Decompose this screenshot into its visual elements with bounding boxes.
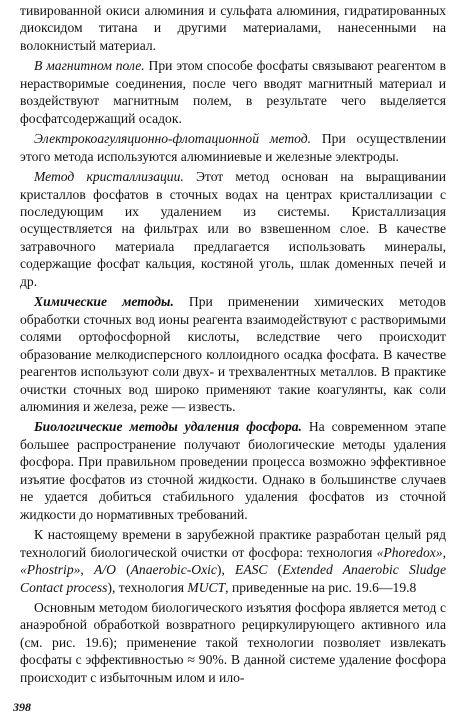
section-heading: Электрокоагуляционно-флотационной метод.: [34, 131, 312, 147]
paragraph-main-method: [20, 599, 446, 686]
paragraph-magnetic-field: [20, 57, 446, 127]
paragraph-text: (: [267, 562, 283, 578]
paragraph-text: , приведенные на рис. 19.6—19.8: [225, 579, 417, 595]
paragraph-electrocoagulation: [20, 130, 446, 165]
paragraph-technologies: [20, 526, 446, 596]
paragraph-text: Этот метод основан на выращивании кристаллов фосфатов в сточных водах на центрах кристаллизации с последующим их удалением из системы. Кристаллизация осуществляется на фильтрах или во взвешенном слое. В качестве затравочного материала предлагается использовать минералы, содержащие фосфат кальция, костяной уголь, шлак доменных печей и др.: [20, 169, 446, 289]
paragraph-text: тивированной окиси алюминия и сульфата алюминия, гидратированных диоксидом титана и другими материалами, нанесенными на волокнистый материал.: [20, 3, 446, 53]
paragraph-crystallization: [20, 168, 446, 290]
technology-name: EASC: [235, 562, 268, 578]
paragraph-text: На современном этапе большее распространение получают биологические методы удаления фосфора. При правильном проведении процесса возможно эффективное изъятие фосфатов из сточной жидкости. Однако в большинстве случаев не удается добиться стабильного удаления фосфатов из сточной жидкости до нормативных требований.: [20, 419, 446, 522]
paragraph-text: К настоящему времени в зарубежной практике разработан целый ряд технологий биологической очистки от фосфора: технология: [20, 527, 446, 560]
technology-name: «Phostrip»: [20, 562, 81, 578]
paragraph-chemical-methods: [20, 293, 446, 415]
technology-name: A/O: [94, 562, 116, 578]
section-heading: Метод кристаллизации.: [34, 169, 184, 185]
paragraph-text: Основным методом биологического изъятия фосфора является метод с анаэробной обработкой возвратного рециркулирующего активного ила (см. рис. 19.6); применение такой технологии позволяет извлекать фосфаты с эффективностью ≈ 90%. В данной системе удаление фосфора происходит с избыточным илом и ило-: [20, 599, 446, 685]
paragraph-biological-methods: [20, 418, 446, 523]
paragraph-text: ), технология: [107, 579, 188, 595]
paragraph-text: ,: [442, 544, 446, 560]
technology-name: «Phoredox»: [376, 544, 443, 560]
paragraph-continuation: [20, 2, 446, 54]
page-number: 398: [13, 700, 31, 714]
paragraph-text: При применении химических методов обработки сточных вод ионы реагента взаимодействуют с растворимыми солями ортофосфорной кислоты, вследствие чего происходит образование мелкодисперсного коллоидного осадка фосфата. В качестве реагентов используют соли двух- и трехвалентных металлов. В практике очистки сточных вод широко применяют такие коагулянты, как соли алюминия и железа, реже — известь.: [20, 294, 446, 414]
technology-name: MUCT: [187, 579, 226, 595]
page-body: [20, 2, 446, 689]
section-heading: Биологические методы удаления фосфора.: [34, 419, 302, 435]
paragraph-text: ,: [80, 562, 94, 578]
paragraph-text: (: [115, 562, 131, 578]
section-heading: Химические методы.: [34, 294, 174, 310]
technology-name: Extended Anaerobic Sludge Contact process: [20, 562, 447, 595]
technology-name: Anaerobic-Oxic: [130, 562, 217, 578]
paragraph-text: При этом способе фосфаты связывают реагентом в нерастворимые соединения, после чего вводят магнитный материал и воздействуют магнитным полем, в результате чего выделяется фосфатсодержащий осадок.: [20, 58, 446, 126]
paragraph-text: ),: [216, 562, 236, 578]
section-heading: В магнитном поле.: [34, 58, 145, 74]
paragraph-text: При осуществлении этого метода используются алюминиевые и железные электроды.: [20, 131, 446, 164]
